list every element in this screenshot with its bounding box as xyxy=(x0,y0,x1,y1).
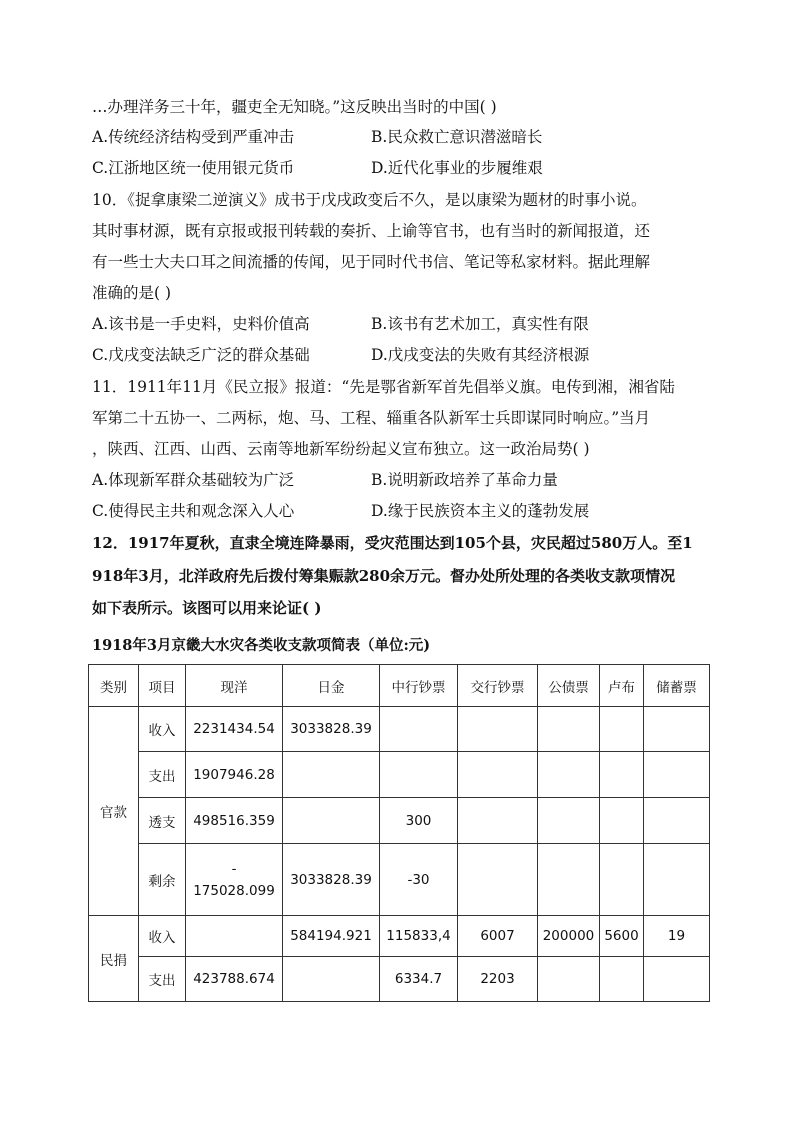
table-cell: 收入 xyxy=(139,916,186,957)
table-cell xyxy=(644,844,710,916)
table-cell xyxy=(283,752,380,798)
table-cell xyxy=(458,844,538,916)
header-cell: 项目 xyxy=(139,665,186,707)
q9-stem: …办理洋务三十年，疆吏全无知晓。”这反映出当时的中国( ) xyxy=(92,98,497,116)
header-cell: 卢布 xyxy=(600,665,644,707)
q11-option-b[interactable]: B.说明新政培养了革命力量 xyxy=(371,471,558,489)
table-cell: 3033828.39 xyxy=(283,844,380,916)
table-cell: 5600 xyxy=(600,916,644,957)
table-cell xyxy=(644,752,710,798)
table-row xyxy=(89,798,710,844)
q12-stem-line: 918年3月，北洋政府先后拨付筹集赈款280余万元。督办处所处理的各类收支款项情况 xyxy=(92,567,676,585)
header-cell: 类别 xyxy=(89,665,139,707)
table-cell: 透支 xyxy=(139,798,186,844)
table-cell xyxy=(283,957,380,1002)
table-cell xyxy=(644,957,710,1002)
table-cell xyxy=(538,957,600,1002)
relief-funds-table xyxy=(88,664,710,1002)
table-cell-multiline xyxy=(186,844,283,916)
q12-stem-line: 12．1917年夏秋，直隶全境连降暴雨，受灾范围达到105个县，灾民超过580万人。至1 xyxy=(92,534,693,552)
table-cell xyxy=(458,707,538,752)
table-header-row xyxy=(89,665,710,707)
table-cell: 剩余 xyxy=(139,844,186,916)
cell-line: - xyxy=(231,860,237,877)
q11-stem-line: 军第二十五协一、二两标，炮、马、工程、辎重各队新军士兵即谋同时响应。”当月 xyxy=(92,409,651,427)
q10-option-a[interactable]: A.该书是一手史料，史料价值高 xyxy=(92,315,310,333)
table-cell xyxy=(644,707,710,752)
group-label-donation: 民捐 xyxy=(89,916,139,1002)
table-cell xyxy=(458,752,538,798)
table-cell xyxy=(600,798,644,844)
table-row xyxy=(89,707,710,752)
table-cell xyxy=(600,844,644,916)
q10-stem-line: 其时事材源，既有京报或报刊转载的奏折、上谕等官书，也有当时的新闻报道，还 xyxy=(92,222,651,240)
table-cell xyxy=(380,752,458,798)
q11-stem-line: ，陕西、江西、山西、云南等地新军纷纷起义宣布独立。这一政治局势( ) xyxy=(92,440,590,458)
table-cell xyxy=(538,798,600,844)
q12-stem-line: 如下表所示。该图可以用来论证( ) xyxy=(92,599,322,617)
q11-option-a[interactable]: A.体现新军群众基础较为广泛 xyxy=(92,471,295,489)
q11-option-d[interactable]: D.缘于民族资本主义的蓬勃发展 xyxy=(371,502,590,520)
table-cell xyxy=(600,707,644,752)
table-cell: 300 xyxy=(380,798,458,844)
q11-option-c[interactable]: C.使得民主共和观念深入人心 xyxy=(92,502,295,520)
table-cell: 支出 xyxy=(139,752,186,798)
table-row xyxy=(89,844,710,916)
q10-stem-line: 有一些士大夫口耳之间流播的传闻，见于同时代书信、笔记等私家材料。据此理解 xyxy=(92,253,651,271)
header-cell: 交行钞票 xyxy=(458,665,538,707)
header-cell: 公债票 xyxy=(538,665,600,707)
table-cell: 6007 xyxy=(458,916,538,957)
table-cell: 200000 xyxy=(538,916,600,957)
table-cell xyxy=(600,957,644,1002)
table-cell: 6334.7 xyxy=(380,957,458,1002)
table-row xyxy=(89,957,710,1002)
q9-option-c[interactable]: C.江浙地区统一使用银元货币 xyxy=(92,159,295,177)
table-cell: 2203 xyxy=(458,957,538,1002)
table-cell: 115833,4 xyxy=(380,916,458,957)
table-cell: -30 xyxy=(380,844,458,916)
header-cell: 日金 xyxy=(283,665,380,707)
table-cell: 1907946.28 xyxy=(186,752,283,798)
q10-stem-line: 10．《捉拿康梁二逆演义》成书于戊戌政变后不久，是以康梁为题材的时事小说。 xyxy=(92,191,647,209)
q11-stem-line: 11．1911年11月《民立报》报道：“先是鄂省新军首先倡举义旗。电传到湘，湘省陆 xyxy=(92,378,675,396)
q10-option-c[interactable]: C.戊戌变法缺乏广泛的群众基础 xyxy=(92,346,310,364)
table-cell xyxy=(644,798,710,844)
table-cell xyxy=(283,798,380,844)
table-cell: 498516.359 xyxy=(186,798,283,844)
table-cell xyxy=(538,707,600,752)
q10-option-b[interactable]: B.该书有艺术加工，真实性有限 xyxy=(371,315,589,333)
header-cell: 中行钞票 xyxy=(380,665,458,707)
table-row xyxy=(89,916,710,957)
table-cell: 19 xyxy=(644,916,710,957)
group-label-official: 官款 xyxy=(89,707,139,916)
q10-option-d[interactable]: D.戊戌变法的失败有其经济根源 xyxy=(371,346,590,364)
q9-option-b[interactable]: B.民众救亡意识潜滋暗长 xyxy=(371,128,543,146)
table-cell xyxy=(538,752,600,798)
table-cell: 584194.921 xyxy=(283,916,380,957)
table-cell xyxy=(538,844,600,916)
table-caption: 1918年3月京畿大水灾各类收支款项简表（单位:元) xyxy=(92,637,431,654)
table-cell xyxy=(458,798,538,844)
table-cell: 423788.674 xyxy=(186,957,283,1002)
q9-option-d[interactable]: D.近代化事业的步履维艰 xyxy=(371,159,543,177)
table-cell xyxy=(600,752,644,798)
table-cell: 支出 xyxy=(139,957,186,1002)
table-cell: 3033828.39 xyxy=(283,707,380,752)
table-cell: 2231434.54 xyxy=(186,707,283,752)
cell-line: 175028.099 xyxy=(193,882,275,899)
q9-option-a[interactable]: A.传统经济结构受到严重冲击 xyxy=(92,128,295,146)
q10-stem-line: 准确的是( ) xyxy=(92,284,172,302)
table-cell xyxy=(186,916,283,957)
table-cell xyxy=(380,707,458,752)
header-cell: 储蓄票 xyxy=(644,665,710,707)
table-cell: 收入 xyxy=(139,707,186,752)
header-cell: 现洋 xyxy=(186,665,283,707)
table-row xyxy=(89,752,710,798)
